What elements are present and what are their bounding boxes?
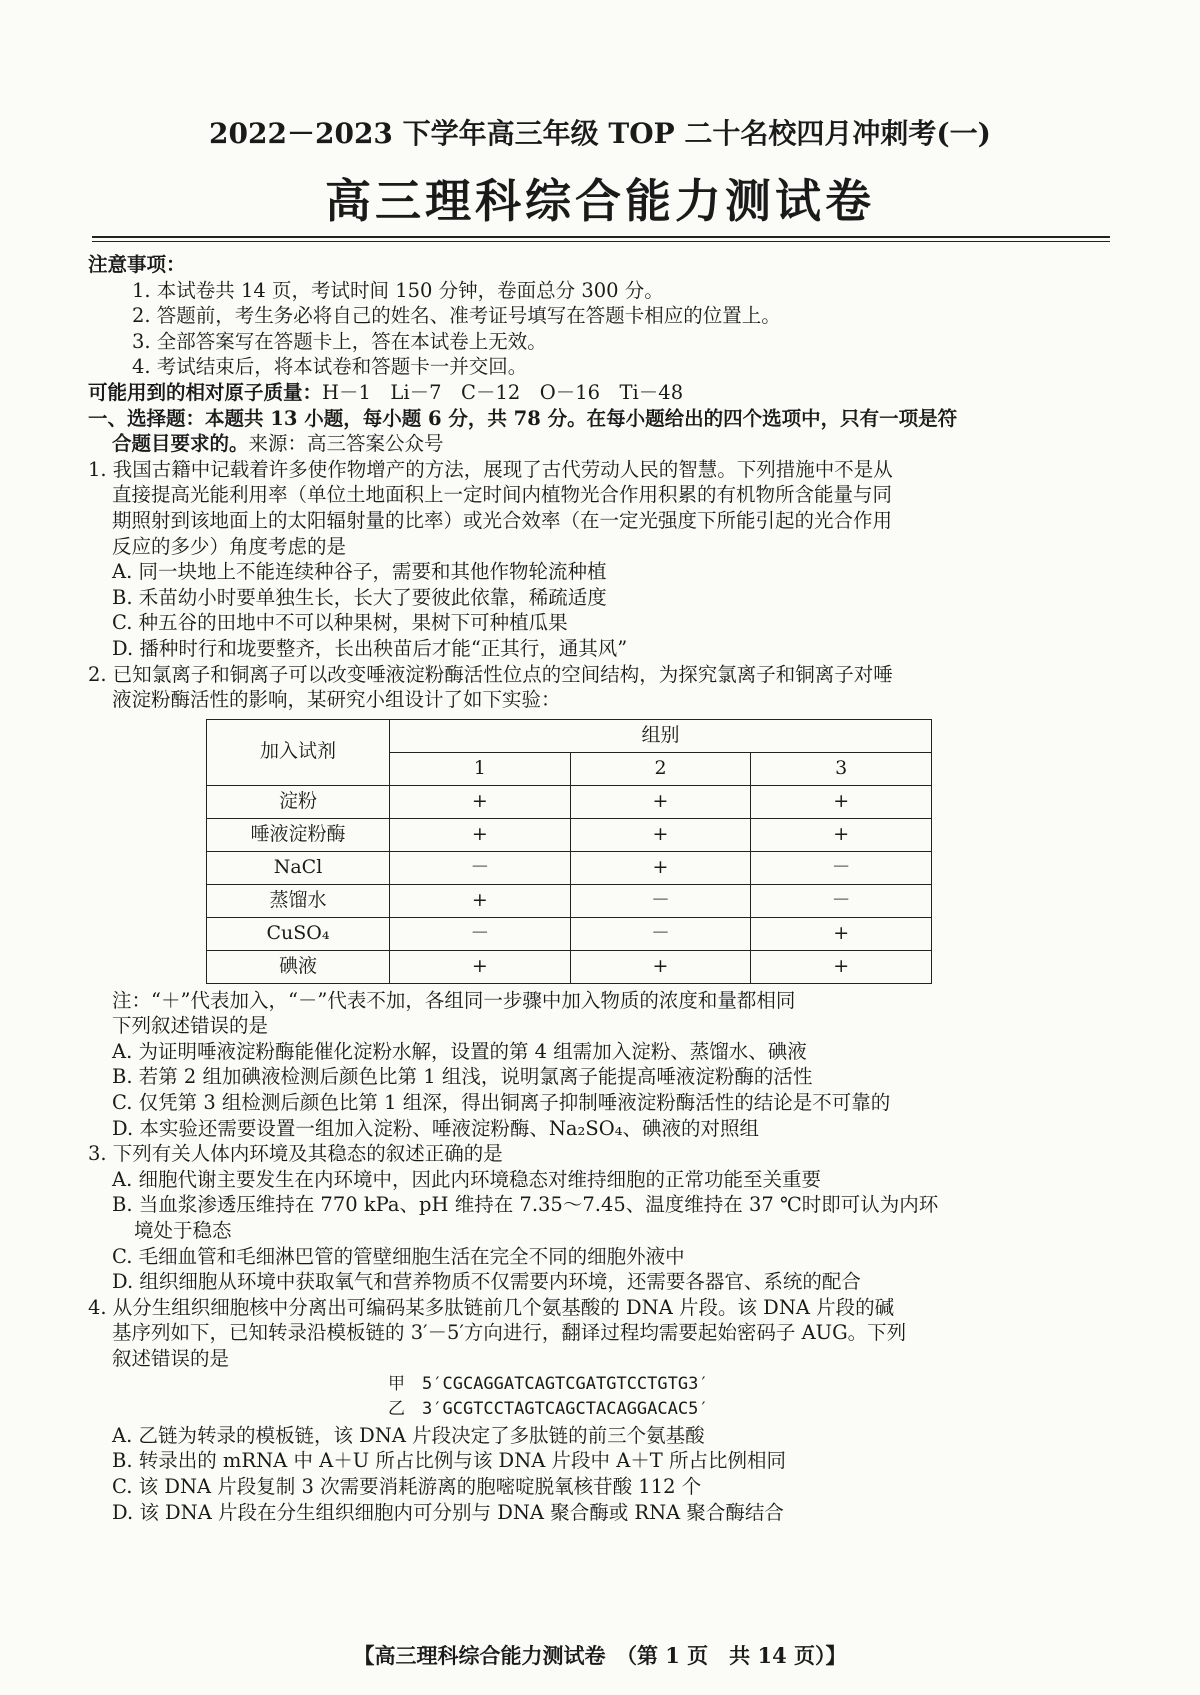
- q2-stem: 液淀粉酶活性的影响，某研究小组设计了如下实验：: [112, 688, 561, 712]
- table-cell: +: [390, 950, 571, 983]
- note-item: 1. 本试卷共 14 页，考试时间 150 分钟，卷面总分 300 分。: [132, 278, 664, 302]
- source-note: 来源：高三答案公众号: [248, 432, 444, 456]
- table-row: [207, 917, 932, 950]
- q3-stem: 3. 下列有关人体内环境及其稳态的叙述正确的是: [88, 1142, 503, 1166]
- q2-option-a: A. 为证明唾液淀粉酶能催化淀粉水解，设置的第 4 组需加入淀粉、蒸馏水、碘液: [112, 1039, 807, 1063]
- experiment-table: [206, 719, 932, 984]
- atomic-mass-line: [88, 380, 1118, 406]
- q2-option-d: D. 本实验还需要设置一组加入淀粉、唾液淀粉酶、Na₂SO₄、碘液的对照组: [112, 1116, 760, 1140]
- q1-option-b: B. 禾苗幼小时要单独生长，长大了要彼此依靠，稀疏适度: [112, 585, 607, 609]
- q1-stem: 直接提高光能利用率（单位土地面积上一定时间内植物光合作用积累的有机物所含能量与同: [112, 483, 893, 507]
- q4-option-c: C. 该 DNA 片段复制 3 次需要消耗游离的胞嘧啶脱氧核苷酸 112 个: [112, 1474, 702, 1498]
- q3-option-b: B. 当血浆渗透压维持在 770 kPa、pH 维持在 7.35～7.45、温度维持在 37 ℃时即可认为内环: [112, 1193, 939, 1217]
- table-row-label: 淀粉: [207, 785, 390, 818]
- page-footer: 【高三理科综合能力测试卷 （第 1 页 共 14 页）】: [353, 1643, 847, 1668]
- table-row: [207, 785, 932, 818]
- q3-option-b-cont: 境处于稳态: [134, 1219, 232, 1243]
- table-row-header: 加入试剂: [207, 719, 390, 785]
- table-row-label: 唾液淀粉酶: [207, 818, 390, 851]
- table-cell: +: [751, 917, 932, 950]
- q4-stem: 4. 从分生组织细胞核中分离出可编码某多肽链前几个氨基酸的 DNA 片段。该 DNA 片段的碱: [88, 1295, 895, 1319]
- table-cell: +: [570, 785, 751, 818]
- exam-series-title: 2022－2023 下学年高三年级 TOP 二十名校四月冲刺考(一): [209, 117, 991, 150]
- q4-option-b: B. 转录出的 mRNA 中 A＋U 所占比例与该 DNA 片段中 A＋T 所占比例相同: [112, 1449, 787, 1473]
- table-cell: +: [390, 785, 571, 818]
- header-rule-top: [92, 236, 1110, 238]
- dna-strand-jia: 甲 5′CGCAGGATCAGTCGATGTCCTGTG3′: [388, 1373, 709, 1394]
- table-cell: +: [390, 818, 571, 851]
- atomic-mass-values: H－1 Li－7 C－12 O－16 Ti－48: [322, 380, 684, 404]
- exam-body: [88, 252, 1118, 1525]
- table-group-number: 1: [390, 752, 571, 785]
- q1-option-c: C. 种五谷的田地中不可以种果树，果树下可种植瓜果: [112, 611, 568, 635]
- table-row-label: NaCl: [207, 851, 390, 884]
- section-heading: 一、选择题：本题共 13 小题，每小题 6 分，共 78 分。在每小题给出的四个选项中，只有一项是符: [88, 406, 958, 430]
- q1-stem: 1. 我国古籍中记载着许多使作物增产的方法，展现了古代劳动人民的智慧。下列措施中不是从: [88, 457, 893, 481]
- table-group-header: 组别: [390, 719, 932, 752]
- table-row-label: 蒸馏水: [207, 884, 390, 917]
- section-heading-cont: [88, 431, 1118, 457]
- note-item: 4. 考试结束后，将本试卷和答题卡一并交回。: [132, 355, 528, 379]
- table-cell: +: [751, 785, 932, 818]
- q3-option-c: C. 毛细血管和毛细淋巴管的管壁细胞生活在完全不同的细胞外液中: [112, 1244, 685, 1268]
- atomic-mass-label: 可能用到的相对原子质量：: [88, 380, 323, 404]
- q1-option-a: A. 同一块地上不能连续种谷子，需要和其他作物轮流种植: [112, 560, 607, 584]
- q4-stem: 叙述错误的是: [112, 1347, 230, 1370]
- table-row: [207, 851, 932, 884]
- q3-option-a: A. 细胞代谢主要发生在内环境中，因此内环境稳态对维持细胞的正常功能至关重要: [112, 1167, 821, 1191]
- note-item: 2. 答题前，考生务必将自己的姓名、准考证号填写在答题卡相应的位置上。: [132, 304, 781, 328]
- table-cell: －: [390, 917, 571, 950]
- table-cell: +: [570, 818, 751, 851]
- q4-stem: 基序列如下，已知转录沿模板链的 3′－5′方向进行，翻译过程均需要起始密码子 AUG。下列: [112, 1321, 907, 1345]
- q1-stem: 期照射到该地面上的太阳辐射量的比率）或光合效率（在一定光强度下所能引起的光合作用: [112, 508, 893, 532]
- page-title: 高三理科综合能力测试卷: [325, 174, 875, 228]
- q4-option-a: A. 乙链为转录的模板链，该 DNA 片段决定了多肽链的前三个氨基酸: [112, 1423, 705, 1447]
- table-group-number: 3: [751, 752, 932, 785]
- q1-stem: 反应的多少）角度考虑的是: [112, 534, 347, 558]
- dna-strand-yi: 乙 3′GCGTCCTAGTCAGCTACAGGACAC5′: [388, 1399, 709, 1420]
- table-cell: －: [751, 884, 932, 917]
- table-cell: +: [751, 950, 932, 983]
- q3-option-d: D. 组织细胞从环境中获取氧气和营养物质不仅需要内环境，还需要各器官、系统的配合: [112, 1270, 861, 1294]
- table-row-label: 碘液: [207, 950, 390, 983]
- table-cell: －: [570, 884, 751, 917]
- table-row: [207, 884, 932, 917]
- table-cell: －: [570, 917, 751, 950]
- header-rule-bottom: [92, 241, 1110, 242]
- section-heading-end: 合题目要求的。: [112, 432, 249, 456]
- table-group-number: 2: [570, 752, 751, 785]
- table-cell: +: [751, 818, 932, 851]
- q4-option-d: D. 该 DNA 片段在分生组织细胞内可分别与 DNA 聚合酶或 RNA 聚合酶结合: [112, 1500, 784, 1524]
- q2-option-b: B. 若第 2 组加碘液检测后颜色比第 1 组浅，说明氯离子能提高唾液淀粉酶的活性: [112, 1065, 813, 1089]
- table-cell: －: [751, 851, 932, 884]
- q1-option-d: D. 播种时行和垅要整齐，长出秧苗后才能“正其行，通其风”: [112, 636, 628, 660]
- q2-question: 下列叙述错误的是: [112, 1014, 269, 1038]
- table-cell: +: [570, 851, 751, 884]
- q2-option-c: C. 仅凭第 3 组检测后颜色比第 1 组深，得出铜离子抑制唾液淀粉酶活性的结论是不可靠的: [112, 1091, 891, 1115]
- table-row: [207, 950, 932, 983]
- notes-heading: 注意事项：: [88, 253, 186, 276]
- table-cell: +: [570, 950, 751, 983]
- table-note: 注：“＋”代表加入，“－”代表不加，各组同一步骤中加入物质的浓度和量都相同: [112, 988, 796, 1012]
- table-row-label: CuSO₄: [207, 917, 390, 950]
- table-row: [207, 818, 932, 851]
- table-cell: －: [390, 851, 571, 884]
- table-cell: +: [390, 884, 571, 917]
- note-item: 3. 全部答案写在答题卡上，答在本试卷上无效。: [132, 329, 547, 353]
- q2-stem: 2. 已知氯离子和铜离子可以改变唾液淀粉酶活性位点的空间结构，为探究氯离子和铜离子对唾: [88, 662, 893, 686]
